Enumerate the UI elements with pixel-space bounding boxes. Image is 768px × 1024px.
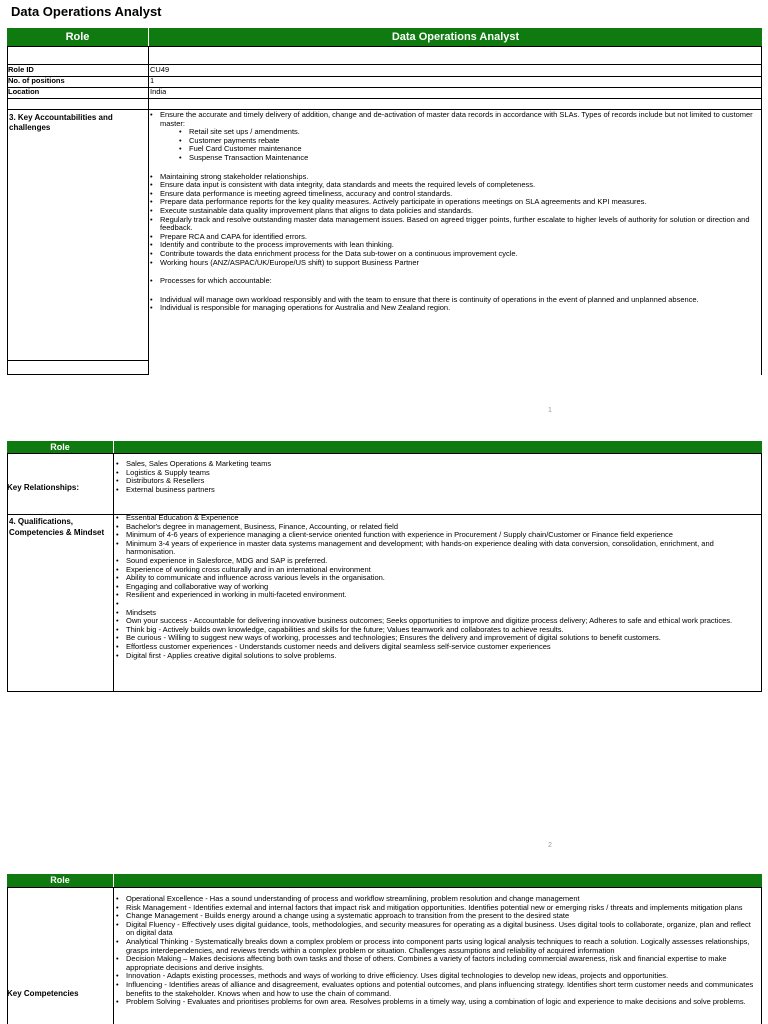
list-item: • Ensure data performance is meeting agreed timeliness, accuracy and control standards. (149, 190, 759, 199)
list-item: • Bachelor's degree in management, Business, Finance, Accounting, or related field (115, 523, 757, 532)
location-value: India (150, 88, 167, 96)
role-header (7, 874, 113, 887)
list-item: • Change Management - Builds energy around a change using a systematic approach to transition from the present to the desired state (115, 912, 757, 921)
list-item: • Maintaining strong stakeholder relationships. (149, 173, 759, 182)
page-number: 2 (548, 842, 552, 849)
list-item: • Sales, Sales Operations & Marketing teams (115, 460, 755, 469)
list-item: • Minimum of 4-6 years of experience managing a client-service oriented function with experience in Procurement / Supply chain/Customer or Finance field experience (115, 531, 757, 540)
job-title-header-text: Data Operations Analyst (391, 30, 520, 43)
accountabilities-label: 3. Key Accountabilities and challenges (9, 113, 113, 132)
document-title: Data Operations Analyst (11, 4, 162, 19)
list-item: • Minimum 3-4 years of experience in master data systems management and development; with hands-on experience dealing with data conversion, consolidation, enrichment, and harmonisation. (115, 540, 757, 557)
list-item: • Engaging and collaborative way of working (115, 583, 757, 592)
list-item: • Individual is responsible for managing operations for Australia and New Zealand region. (149, 304, 759, 313)
positions-label: No. of positions (8, 77, 65, 85)
list-item: • Customer payments rebate (149, 137, 759, 146)
list-item: • Risk Management - Identifies external and internal factors that impact risk and mitigation opportunities. Identifies potential new or emerging risks / threats and implements mitigation plans (115, 904, 757, 913)
role-header-text: Role (50, 441, 70, 452)
role-id-value: CU49 (150, 66, 170, 74)
qualifications-label: 4. Qualifications, Competencies & Mindset (9, 517, 105, 537)
list-item: • Be curious - Willing to suggest new ways of working, processes and technologies; Ensures the delivery and improvement of digital solutions to benefit customers. (115, 634, 757, 643)
list-item: • Distributors & Resellers (115, 477, 755, 486)
list-item: • Suspense Transaction Maintenance (149, 154, 759, 163)
list-item: • Influencing - Identifies areas of alliance and disagreement, evaluates options and potential outcomes, and plans influencing strategy. Identifies short term customer needs and communicates benefits to the stakeholder. Knows when and how to use the chain of command. (115, 981, 757, 998)
role-header-text: Role (50, 875, 70, 886)
list-item: • Mindsets (115, 609, 757, 618)
list-item: • Experience of working cross culturally and in an international environment (115, 566, 757, 575)
header-bar (114, 874, 762, 887)
list-item: • Prepare data performance reports for the key quality measures. Actively participate in operations meetings on SLA agreements and KPI measures. (149, 198, 759, 207)
positions-value: 1 (150, 77, 155, 85)
list-item: • Fuel Card Customer maintenance (149, 145, 759, 154)
key-competencies-label: Key Competencies (7, 990, 79, 998)
list-item: • Own your success - Accountable for delivering innovative business outcomes; Seeks opportunities to improve and digitize process delivery; Adheres to safe and ethical work practices. (115, 617, 757, 626)
page-number: 1 (548, 407, 552, 414)
list-item: • Ensure data input is consistent with data integrity, data standards and meets the required levels of completeness. (149, 181, 759, 190)
list-item: • Working hours (ANZ/ASPAC/UK/Europe/US shift) to support Business Partner (149, 259, 759, 268)
role-id-label: Role ID (8, 66, 34, 74)
list-item: • Processes for which accountable: (149, 277, 759, 286)
list-item: • Digital Fluency - Effectively uses digital guidance, tools, methodologies, and security measures for operating as a digital business. Uses digital tools to collaborate, organize, plan and reflect on digital data (115, 921, 757, 938)
list-item: • Essential Education & Experience (115, 514, 757, 523)
list-item: • Logistics & Supply teams (115, 469, 755, 478)
list-item: • Retail site set ups / amendments. (149, 128, 759, 137)
list-item: • Regularly track and resolve outstanding master data management issues. Based on agreed trigger points, further escalate to higher levels of authority for solution or direction and feedback. (149, 216, 759, 233)
list-item: • Effortless customer experiences - Understands customer needs and delivers digital seamless self-service customer experiences (115, 643, 757, 652)
list-item: • Resilient and experienced in working in multi-faceted environment. (115, 591, 757, 600)
list-item: • Prepare RCA and CAPA for identified errors. (149, 233, 759, 242)
list-item: • Analytical Thinking - Systematically breaks down a complex problem or process into component parts using logical analysis techniques to reach a solution. Logically assesses relationships, grasps interdependencies, and reviews trends within a complex problem or situation. Challenges assumptions and reliability of acquired information (115, 938, 757, 955)
list-item: • Ensure the accurate and timely delivery of addition, change and de-activation of master data records in accordance with SLAs. Types of records include but not limited to customer master: (149, 111, 759, 128)
list-item: • Identify and contribute to the process improvements with lean thinking. (149, 241, 759, 250)
list-item: • Problem Solving - Evaluates and prioritises problems for own area. Resolves problems in a timely way, using a combination of logic and experience to make decisions and solve problems. (115, 998, 757, 1007)
list-item: • Innovation - Adapts existing processes, methods and ways of working to drive efficiency. Uses digital technologies to develop new ideas, projects and opportunities. (115, 972, 757, 981)
list-item: • Operational Excellence - Has a sound understanding of process and workflow streamlining, problem resolution and change management (115, 895, 757, 904)
list-item: • Individual will manage own workload responsibly and with the team to ensure that there is continuity of operations in the event of planned and unplanned absence. (149, 296, 759, 305)
list-item: • Contribute towards the data enrichment process for the Data sub-tower on a continuous improvement cycle. (149, 250, 759, 259)
list-item: • Sound experience in Salesforce, MDG and SAP is preferred. (115, 557, 757, 566)
list-item: • Think big - Actively builds own knowledge, capabilities and skills for the future; Values teamwork and collaborates to achieve results. (115, 626, 757, 635)
competencies-content (115, 895, 757, 1024)
list-item: • External business partners (115, 486, 755, 495)
role-header-text: Role (65, 30, 90, 43)
list-item: • Execute sustainable data quality improvement plans that aligns to data policies and standards. (149, 207, 759, 216)
list-item: • Ability to communicate and influence across various levels in the organisation. (115, 574, 757, 583)
list-item: • Decision Making – Makes decisions affecting both own tasks and those of others. Combines a variety of factors including commercial awareness, risk and financial expertise to make appropriate decisions and derive insights. (115, 955, 757, 972)
location-label: Location (8, 88, 40, 96)
key-relationships-label: Key Relationships: (7, 484, 80, 492)
list-item: • Digital first - Applies creative digital solutions to solve problems. (115, 652, 757, 661)
